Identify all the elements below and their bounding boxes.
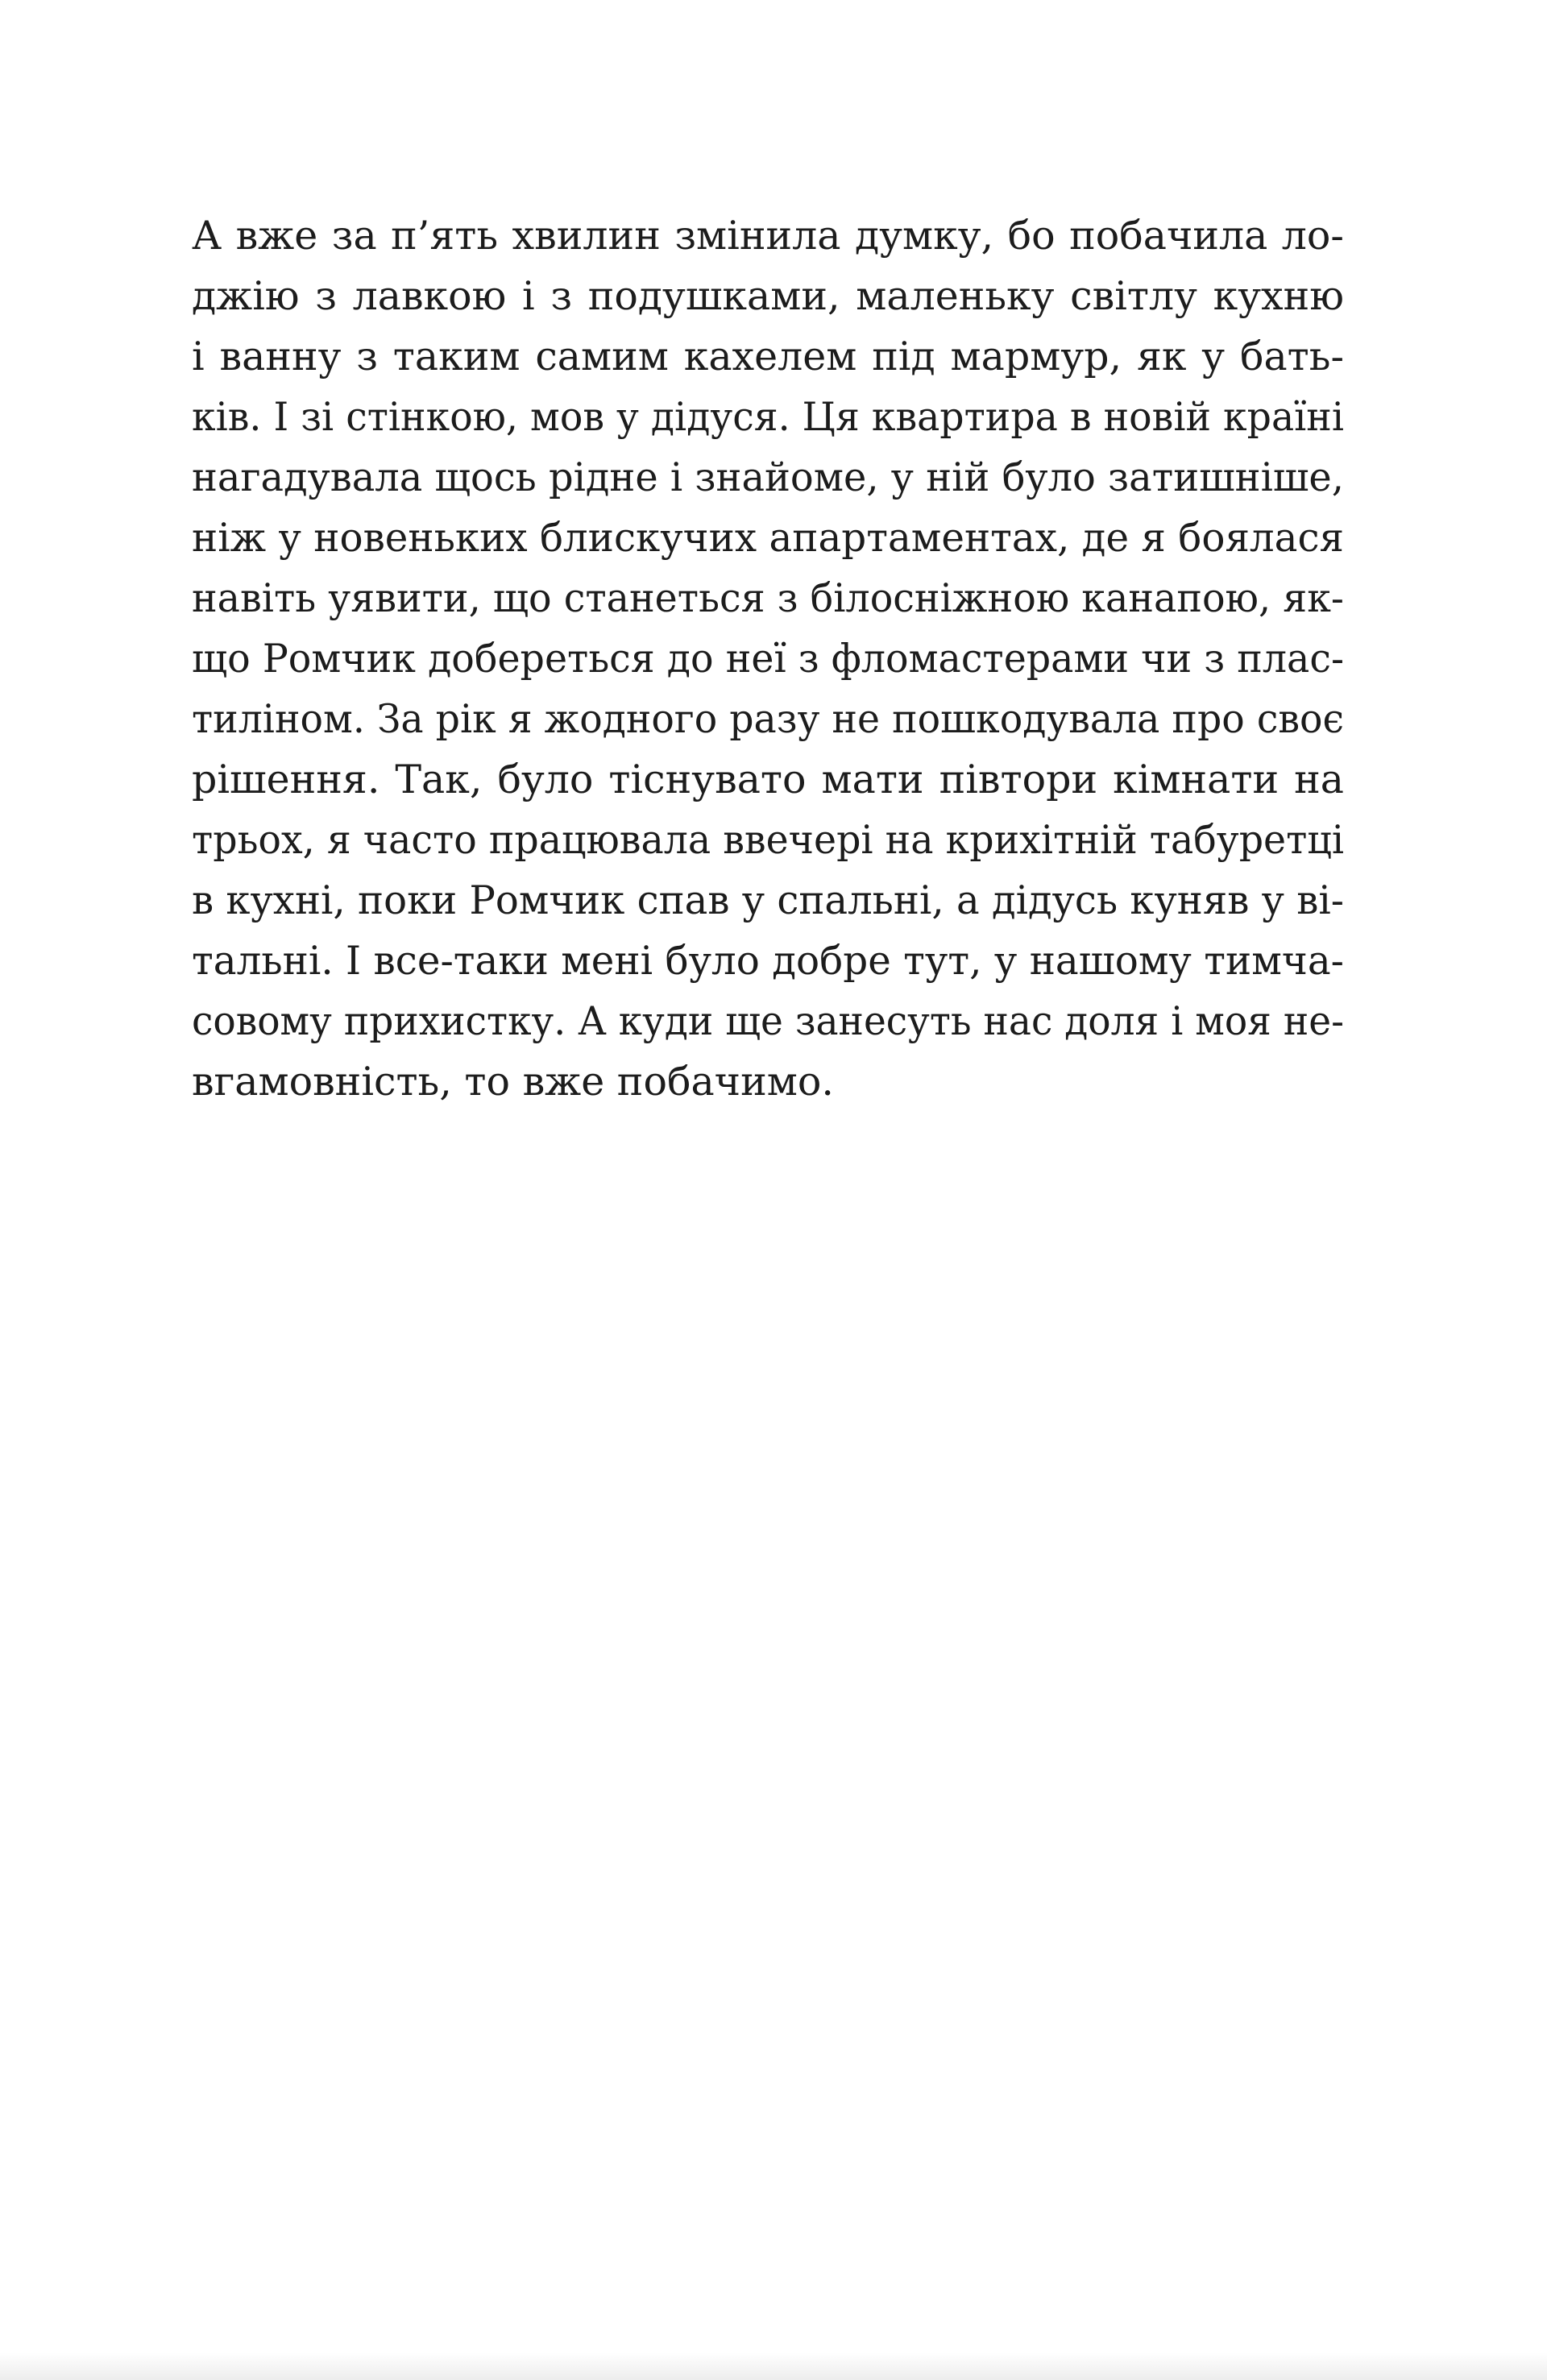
- text-line: джію з лавкою і з подушками, маленьку світлу кухню: [192, 273, 1344, 319]
- text-line: нагадувала щось рідне і знайоме, у ній було затишніше,: [192, 454, 1344, 500]
- page-bottom-edge: [0, 2353, 1547, 2380]
- text-line: тиліном. За рік я жодного разу не пошкодувала про своє: [192, 696, 1344, 742]
- text-line: навіть уявити, що станеться з білосніжною канапою, як-: [192, 575, 1344, 621]
- text-line: рішення. Так, було тіснувато мати півтори кімнати на: [192, 757, 1344, 802]
- text-line: тальні. І все-таки мені було добре тут, у нашому тимча-: [192, 938, 1344, 984]
- paragraph: [192, 205, 1344, 1112]
- text-line: А вже за п’ять хвилин змінила думку, бо побачила ло-: [192, 213, 1344, 259]
- text-line: і ванну з таким самим кахелем під мармур, як у бать-: [192, 334, 1344, 379]
- text-line: в кухні, поки Ромчик спав у спальні, а дідусь куняв у ві-: [192, 877, 1344, 923]
- text-line: ніж у новеньких блискучих апартаментах, де я боялася: [192, 515, 1344, 561]
- text-line: що Ромчик добереться до неї з фломастерами чи з плас-: [192, 636, 1344, 682]
- text-line: совому прихистку. А куди ще занесуть нас доля і моя не-: [192, 998, 1344, 1044]
- text-line: трьох, я часто працювала ввечері на крихітній табуретці: [192, 817, 1344, 863]
- text-line: ків. І зі стінкою, мов у дідуся. Ця квартира в новій країні: [192, 394, 1344, 440]
- text-line-last: вгамовність, то вже побачимо.: [192, 1059, 834, 1105]
